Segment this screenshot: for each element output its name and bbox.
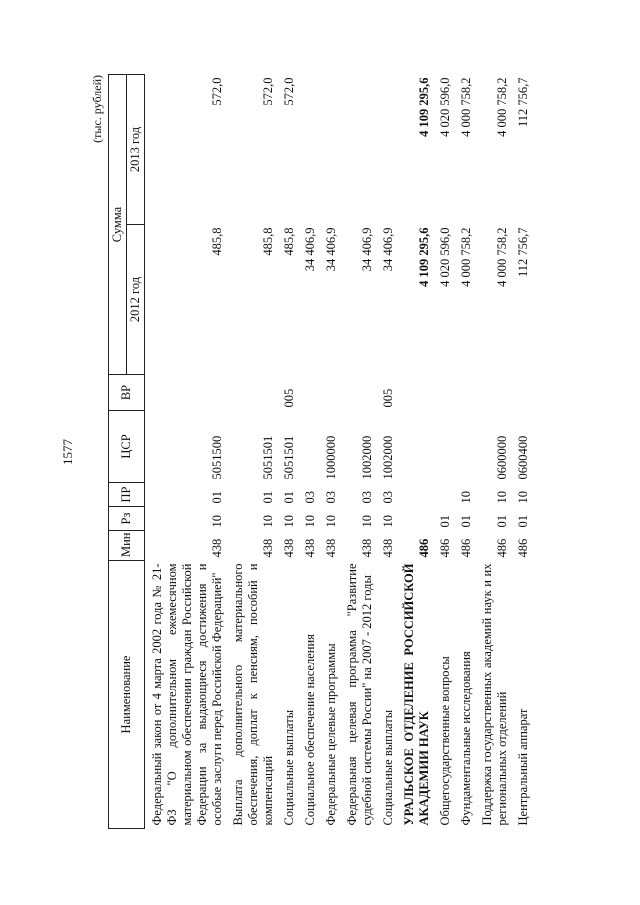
rotated-content <box>60 67 580 837</box>
row-vr <box>397 375 433 411</box>
table-header <box>109 75 145 829</box>
row-vr <box>511 375 532 411</box>
row-sum-2013 <box>376 75 397 225</box>
row-name: Социальные выплаты <box>381 709 395 826</box>
table-row <box>298 75 319 829</box>
row-pr: 03 <box>381 491 395 504</box>
row-name: Центральный аппарат <box>516 708 530 826</box>
row-csr: 0600000 <box>495 435 509 480</box>
row-pr: 03 <box>324 491 338 504</box>
row-pr <box>397 483 433 507</box>
table-row <box>226 75 277 829</box>
row-rz: 10 <box>324 515 338 528</box>
row-sum-2012: 34 406,9 <box>360 227 374 272</box>
table-row <box>340 75 376 829</box>
row-sum-2012: 485,8 <box>210 227 224 256</box>
row-sum-2013 <box>319 75 340 225</box>
row-sum-2012: 112 756,7 <box>516 227 530 278</box>
row-name: Поддержка государственных академий наук и их региональных отделений <box>480 563 509 826</box>
row-sum-2012: 4 000 758,2 <box>459 227 473 287</box>
header-2012: 2012 год <box>127 225 145 375</box>
table-body <box>145 75 533 829</box>
row-csr <box>298 411 319 483</box>
header-vr: ВР <box>109 375 145 411</box>
row-vr <box>145 375 227 411</box>
header-name: Наименование <box>109 561 145 829</box>
row-name: Общегосударственные вопросы <box>438 656 452 826</box>
table-row <box>454 75 475 829</box>
row-min: 486 <box>438 538 452 558</box>
row-min: 486 <box>459 538 473 558</box>
row-csr: 0600400 <box>516 435 530 480</box>
row-sum-2013: 572,0 <box>261 77 275 106</box>
row-vr <box>340 375 376 411</box>
row-sum-2012: 485,8 <box>282 227 296 256</box>
row-sum-2013: 4 000 758,2 <box>459 77 473 137</box>
row-vr <box>319 375 340 411</box>
row-name: Социальные выплаты <box>282 709 296 826</box>
row-rz: 01 <box>495 515 509 528</box>
row-name: УРАЛЬСКОЕ ОТДЕЛЕНИЕ РОССИЙСКОЙ АКАДЕМИИ НАУК <box>402 563 431 826</box>
row-vr <box>298 375 319 411</box>
row-min: 438 <box>324 538 338 558</box>
row-rz: 01 <box>516 515 530 528</box>
row-name: Федеральный закон от 4 марта 2002 года № 21-ФЗ "О дополнительном ежемесячном материальном обеспечении граждан Российской Федерации за выдающиеся достижения и особые заслуги перед Российской Федерацией" <box>150 563 224 826</box>
row-pr: 03 <box>360 491 374 504</box>
row-sum-2013 <box>298 75 319 225</box>
row-rz: 10 <box>210 515 224 528</box>
row-name: Выплата дополнительного материального обеспечения, доплат к пенсиям, пособий и компенсаций <box>231 563 275 826</box>
row-min: 438 <box>261 538 275 558</box>
row-csr <box>454 411 475 483</box>
row-min: 438 <box>282 538 296 558</box>
row-sum-2012: 34 406,9 <box>303 227 317 272</box>
row-min: 438 <box>381 538 395 558</box>
row-sum-2013: 112 756,7 <box>516 77 530 128</box>
row-name: Социальное обеспечение населения <box>303 634 317 826</box>
row-csr <box>397 411 433 483</box>
units-note: (тыс. рублей) <box>90 75 104 143</box>
row-csr: 1000000 <box>324 435 338 480</box>
row-rz: 01 <box>438 515 452 528</box>
table-row <box>475 75 511 829</box>
row-csr <box>433 411 454 483</box>
row-sum-2013: 572,0 <box>282 77 296 106</box>
header-2013: 2013 год <box>127 75 145 225</box>
row-csr: 1002000 <box>381 435 395 480</box>
table-row <box>319 75 340 829</box>
row-min: 486 <box>516 538 530 558</box>
row-sum-2012: 485,8 <box>261 227 275 256</box>
row-vr <box>226 375 277 411</box>
row-sum-2012: 4 109 295,6 <box>417 227 431 287</box>
table-row <box>277 75 298 829</box>
page-number: 1577 <box>60 439 75 465</box>
row-min: 438 <box>360 538 374 558</box>
header-pr: ПР <box>109 483 145 507</box>
row-sum-2013: 4 020 596,0 <box>438 77 452 137</box>
row-pr: 03 <box>303 491 317 504</box>
row-csr: 5051500 <box>210 435 224 480</box>
row-rz: 01 <box>459 515 473 528</box>
row-sum-2012: 4 020 596,0 <box>438 227 452 287</box>
row-vr: 005 <box>381 388 395 408</box>
row-pr: 01 <box>261 491 275 504</box>
row-csr: 5051501 <box>261 435 275 480</box>
row-vr <box>454 375 475 411</box>
row-rz: 10 <box>303 515 317 528</box>
row-sum-2012: 34 406,9 <box>324 227 338 272</box>
row-pr: 01 <box>282 491 296 504</box>
table-row <box>433 75 454 829</box>
row-min: 486 <box>495 538 509 558</box>
row-min: 486 <box>417 538 431 558</box>
row-sum-2013: 572,0 <box>210 77 224 106</box>
header-min: Мин <box>109 531 145 561</box>
row-name: Фундаментальные исследования <box>459 651 473 826</box>
header-sum: Сумма <box>109 75 127 375</box>
row-min: 438 <box>303 538 317 558</box>
row-csr: 5051501 <box>282 435 296 480</box>
row-name: Федеральная целевая программа "Развитие судебной системы России" на 2007 - 2012 годы <box>345 563 374 826</box>
row-vr <box>433 375 454 411</box>
row-sum-2013: 4 109 295,6 <box>417 77 431 137</box>
row-sum-2012: 34 406,9 <box>381 227 395 272</box>
row-csr: 1002000 <box>360 435 374 480</box>
table-row <box>511 75 532 829</box>
table-row <box>145 75 227 829</box>
row-rz <box>397 507 433 531</box>
row-pr <box>433 483 454 507</box>
row-sum-2013: 4 000 758,2 <box>495 77 509 137</box>
row-name: Федеральные целевые программы <box>324 643 338 826</box>
header-rz: Рз <box>109 507 145 531</box>
row-min: 438 <box>210 538 224 558</box>
row-pr: 10 <box>459 491 473 504</box>
row-sum-2012: 4 000 758,2 <box>495 227 509 287</box>
row-pr: 01 <box>210 491 224 504</box>
row-pr: 10 <box>516 491 530 504</box>
table-row <box>397 75 433 829</box>
row-rz: 10 <box>282 515 296 528</box>
header-csr: ЦСР <box>109 411 145 483</box>
row-sum-2013 <box>340 75 376 225</box>
row-vr <box>475 375 511 411</box>
budget-table <box>108 74 532 829</box>
row-vr: 005 <box>282 388 296 408</box>
row-rz: 10 <box>261 515 275 528</box>
row-rz: 10 <box>360 515 374 528</box>
row-pr: 10 <box>495 491 509 504</box>
row-rz: 10 <box>381 515 395 528</box>
table-row <box>376 75 397 829</box>
